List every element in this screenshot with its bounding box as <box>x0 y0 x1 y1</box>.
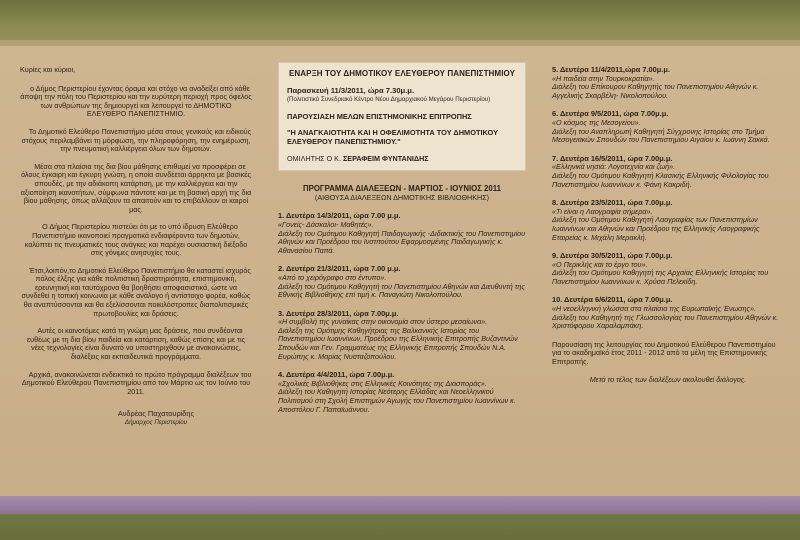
opening-event-box <box>278 62 526 171</box>
lecture-date: 5. Δευτέρα 11/4/2011,ώρα 7.00μ.μ. <box>552 65 670 74</box>
closing-dialogue-note: Μετά το τέλος των διαλέξεων ακολουθεί διάλογος. <box>589 374 747 384</box>
speaker-prefix: ΟΜΙΛΗΤΗΣ Ο Κ. <box>287 153 343 163</box>
speaker-name: ΣΕΡΑΦΕΙΜ ΦΥΝΤΑΝΙΔΗΣ <box>342 153 429 163</box>
lecture-date: 6. Δευτέρα 9/5/2011, ώρα 7.00μ.μ. <box>552 109 669 119</box>
program-column-continued <box>552 66 784 391</box>
closing-note: Παρουσίαση της λειτουργίας του Δημοτικού Ελεύθερου Πανεπιστημίου για το ακαδημαϊκό έτος 2011 - 2012 από τα μέλη της Επιστημονικής Επιτροπής. <box>552 339 776 367</box>
opening-topic: "Η ΑΝΑΓΚΑΙΟΤΗΤΑ ΚΑΙ Η ΟΦΕΛΙΜΟΤΗΤΑ ΤΟΥ ΔΗΜΟΤΙΚΟΥ ΕΛΕΥΘΕΡΟΥ ΠΑΝΕΠΙΣΤΗΜΙΟΥ." <box>287 128 498 146</box>
lecture-subject: «Η συμβολή της γυναίκας στην οικονομία στον ύστερο μεσαίωνα». <box>278 317 488 327</box>
opening-speaker <box>287 155 517 164</box>
lecture-subject: «Ο κόσμος της Μεσογείου». <box>552 117 641 127</box>
lecture-subject: «Ελληνικά νησιά: Λογοτεχνία και ζωή». <box>552 162 676 172</box>
lecture-details: Διάλεξη του Καθηγητή της Γλωσσολογίας του Πανεπιστημίου Αθηνών κ. Χριστόφορου Χαραλαμπάκη. <box>552 312 779 331</box>
lecture-details: Διάλεξη του Αναπληρωτή Καθηγητή Σύγχρονης Ιστορίας στο Τμήμα Μεσογειακών Σπουδών του Πανεπιστημίου Αιγαίου κ. Ιωάννη Σακκά. <box>552 126 770 145</box>
lecture-details: Διάλεξη του Ομότιμου Καθηγητή Κλασικής Ελληνικής Φιλολογίας του Πανεπιστημίου Ιωαννίνων κ. Φάνη Κακριδή. <box>552 170 769 189</box>
lecture-date: 10. Δευτέρα 6/6/2011, ώρα 7.00μ.μ. <box>552 295 673 305</box>
opening-heading: ΕΝΑΡΞΗ ΤΟΥ ΔΗΜΟΤΙΚΟΥ ΕΛΕΥΘΕΡΟΥ ΠΑΝΕΠΙΣΤΗΜΙΟΥ <box>288 69 516 78</box>
lecture-subject: «Από το χειρόγραφο στο έντυπο». <box>278 272 387 282</box>
lecture-details: Διάλεξη του Ομότιμου Καθηγητή της Αρχαίας Ελληνικής Ιστορίας του Πανεπιστημίου Ιωαννίνων κ. Χρύσα Πελεκίδη. <box>552 268 769 286</box>
lecture-date: 1. Δευτέρα 14/3/2011, ώρα 7.00 μ.μ. <box>278 211 401 221</box>
lecture-item <box>552 199 784 242</box>
letter-paragraph: Αυτές οι καινοτόμες κατά τη γνώμη μας δράσεις, που συνδέονται ευθέως με τη δια βίου παιδεία και κατάρτιση, καθώς επίσης και με τις νέες τεχνολογίες είναι δυνατό να υποστηριχθούν με ανακοινώσεις, διαλέξεις και εκπαιδευτικά προγράμματα. <box>26 326 246 362</box>
letter-paragraph: ο Δήμος Περιστερίου έχοντας όραμα και στόχο να αναδείξει από κάθε άποψη την πόλη του Περιστερίου και την ευρύτερη περιοχή προς όφελος των ανθρώπων της δημιουργεί και λειτουργεί το ΔΗΜΟΤΙΚΟ ΕΛΕΥΘΕΡΟ ΠΑΝΕΠΙΣΤΗΜΙΟ. <box>20 83 252 119</box>
lecture-date: 8. Δευτέρα 23/5/2011, ώρα 7.00μ.μ. <box>552 198 673 208</box>
letter-column <box>20 66 252 428</box>
lecture-date: 3. Δευτέρα 28/3/2011, ώρα 7.00μ.μ. <box>278 308 399 318</box>
program-column <box>278 62 526 424</box>
lecture-subject: «Η παιδεία στην Τουρκοκρατία». <box>552 73 655 83</box>
lecture-date: 2. Δευτέρα 21/3/2011, ώρα 7.00 μ.μ. <box>278 264 401 274</box>
signature-name: Ανδρέας Παχατουρίδης <box>117 409 195 419</box>
letter-paragraph: Ο Δήμος Περιστερίου πιστεύει ότι με το υπό ίδρυση Ελεύθερο Πανεπιστήμιο ικανοποιεί πραγματικά ενδιαφέροντα των δημοτών, καλύπτει τις πνευματικές τους ανάγκες και παρέχει ουσιαστική διέξοδο στις γόνιμες ανησυχίες τους. <box>24 222 248 258</box>
lecture-item <box>552 296 784 330</box>
lecture-subject: «Η νεοελληνική γλώσσα στα πλαίσια της Ευρωπαϊκής Ένωσης». <box>552 304 756 314</box>
letter-paragraph: Μέσα στα πλαίσια της δια βίου μάθησης επιθυμεί να προσφέρει σε όλους έγκαιρη και έγκυρη γνώση, η οποία συνδέεται άρρηκτα με βασικές σπουδές, με την αδιάκοπη κατάρτιση, με την καλλιέργεια και την αξιοποίηση ικανοτήτων, σύμφωνα πάντοτε και με τη βασική αρχή της δια βίου μάθησης, όπως αλλάζουν τα απαιτούν και το επιβάλλουν οι καιροί μας. <box>20 161 252 214</box>
letter-paragraph: Το Δημοτικό Ελεύθερο Πανεπιστήμιο μέσα στους γενικούς και ειδικούς στόχους περιλαμβάνει τη μόρφωση, την πληροφόρηση, την ενημέρωση, την πνευματική καλλιέργεια όλων των δημοτών. <box>21 126 252 154</box>
lecture-item <box>552 110 784 144</box>
program-heading: ΠΡΟΓΡΑΜΜΑ ΔΙΑΛΕΞΕΩΝ - ΜΑΡΤΙΟΣ - ΙΟΥΝΙΟΣ 2011 <box>303 184 501 194</box>
signature-block <box>20 410 252 427</box>
greeting: Κυρίες και κύριοι, <box>20 65 76 74</box>
lecture-item <box>552 155 784 189</box>
lecture-item <box>278 371 526 414</box>
lecture-item <box>278 265 526 299</box>
lecture-date: 4. Δευτέρα 4/4/2011, ώρα 7.00μ.μ. <box>278 370 395 380</box>
lecture-subject: «Τι είναι η Λαογραφία σήμερα». <box>552 206 653 216</box>
lecture-details: Διάλεξη του Ομότιμου Καθηγητή του Πανεπιστημίου Αθηνών και Διευθυντή της Εθνικής Βιβλιοθήκης επί τιμή κ. Παναγιώτη Νικολοπούλου. <box>278 281 525 300</box>
letter-paragraph: Αρχικά, ανακοινώνεται ενδεικτικά το πρώτο πρόγραμμα διαλέξεων του Δημοτικού Ελεύθερου Πανεπιστημίου από τον Μάρτιο ως τον Ιούνιο του 2011. <box>21 369 252 396</box>
opening-date: Παρασκευή 11/3/2011, ώρα 7.30μ.μ. <box>287 85 415 95</box>
lecture-details: Διάλεξη του Ομότιμου Καθηγητή Παιδαγωγικής -Διδακτικής του Πανεπιστημίου Αθηνών και Προέδρου του Ινστιτούτου Εφαρμοσμένης Παιδαγωγικής κ. Αθανασίου Παπά. <box>278 228 526 255</box>
lecture-subject: «Ο Περικλής και το έργο του». <box>552 259 648 269</box>
lecture-details: Διάλεξη του Επίκουρου Καθηγητής του Πανεπιστημίου Αθηνών κ. Αγγελικής Σκαρβέλη- Νικολοπούλου. <box>552 82 759 100</box>
lecture-date: 9. Δευτέρα 30/5/2011, ώρα 7.00μ.μ. <box>552 251 673 261</box>
opening-venue: (Πολιτιστικό Συνεδριακό Κέντρο Νέου Δημαρχιακού Μεγάρου Περιστερίου) <box>287 96 491 104</box>
lecture-details: Διάλεξη της Ομότιμης Καθηγήτριας της Βαλκανικής Ιστορίας του Πανεπιστημίου Ιωαννίνων, Προέδρου της Ελληνικής Επιτροπής Βυζαντινών Σπουδών και Γεν. Γραμματέως της Ελληνικής Επιτροπής Σπουδών Ν.Α. Ευρώπης κ. Μαρίας Νυσταζοπούλου. <box>278 325 518 361</box>
top-decorative-band <box>0 0 800 46</box>
lecture-subject: «Γονείς- Δάσκαλοι- Μαθητές». <box>278 219 374 229</box>
lecture-item <box>552 252 784 286</box>
lecture-date: 7. Δευτέρα 16/5/2011, ώρα 7.00μ.μ. <box>552 153 673 163</box>
lecture-item <box>552 66 784 100</box>
letter-paragraph: Έτσι,λοιπόν,το Δημοτικό Ελεύθερο Πανεπιστήμιο θα καταστεί ισχυρός πόλος έλξης για κάθε πολιτιστική δραστηριότητα, επιστημονική, ερευνητική και ταυτόχρονα θα βοηθήσει αποφασιστικά, ώστε να συνδεθεί η τοπική κοινωνία με κάθε ανάλογο ή αντίστοιχο φορέα, καθώς θα αναπτύσσονται και θα εξελίσσονται ποικιλόστροπες διαπολιτισμικές πρωτοβουλίες και δράσεις. <box>21 265 251 318</box>
lecture-item <box>278 310 526 362</box>
signature-title: Δήμαρχος Περιστερίου <box>124 419 188 426</box>
bottom-decorative-band <box>0 496 800 540</box>
lecture-details: Διάλεξη του Καθηγητή Ιστορίας Νεότερης Ελλάδας και Νεοελληνικού Πολιτισμού στη Σχολή Επιστημών Αγωγής του Πανεπιστημίου Ιωαννίνων κ. Αποστόλου Γ. Παπαϊωάννου. <box>278 387 516 414</box>
committee-presentation: ΠΑΡΟΥΣΙΑΣΗ ΜΕΛΩΝ ΕΠΙΣΤΗΜΟΝΙΚΗΣ ΕΠΙΤΡΟΠΗΣ <box>287 111 472 121</box>
lecture-subject: «Σχολικές Βιβλιοθήκες στις Ελληνικές Κοινότητες της Διασποράς». <box>278 378 487 388</box>
lecture-item <box>278 212 526 255</box>
lecture-details: Διάλεξη του Ομότιμου Καθηγητή Λαογραφίας των Πανεπιστημίων Ιωαννίνων και Αθηνών και Προέδρου της Ελληνικής Λαογραφικής Εταιρείας κ. Μιχάλη Μερακλή. <box>552 215 760 242</box>
program-subheading: (ΑΙΘΟΥΣΑ ΔΙΑΛΕΞΕΩΝ ΔΗΜΟΤΙΚΗΣ ΒΙΒΛΙΟΘΗΚΗΣ) <box>314 192 490 202</box>
